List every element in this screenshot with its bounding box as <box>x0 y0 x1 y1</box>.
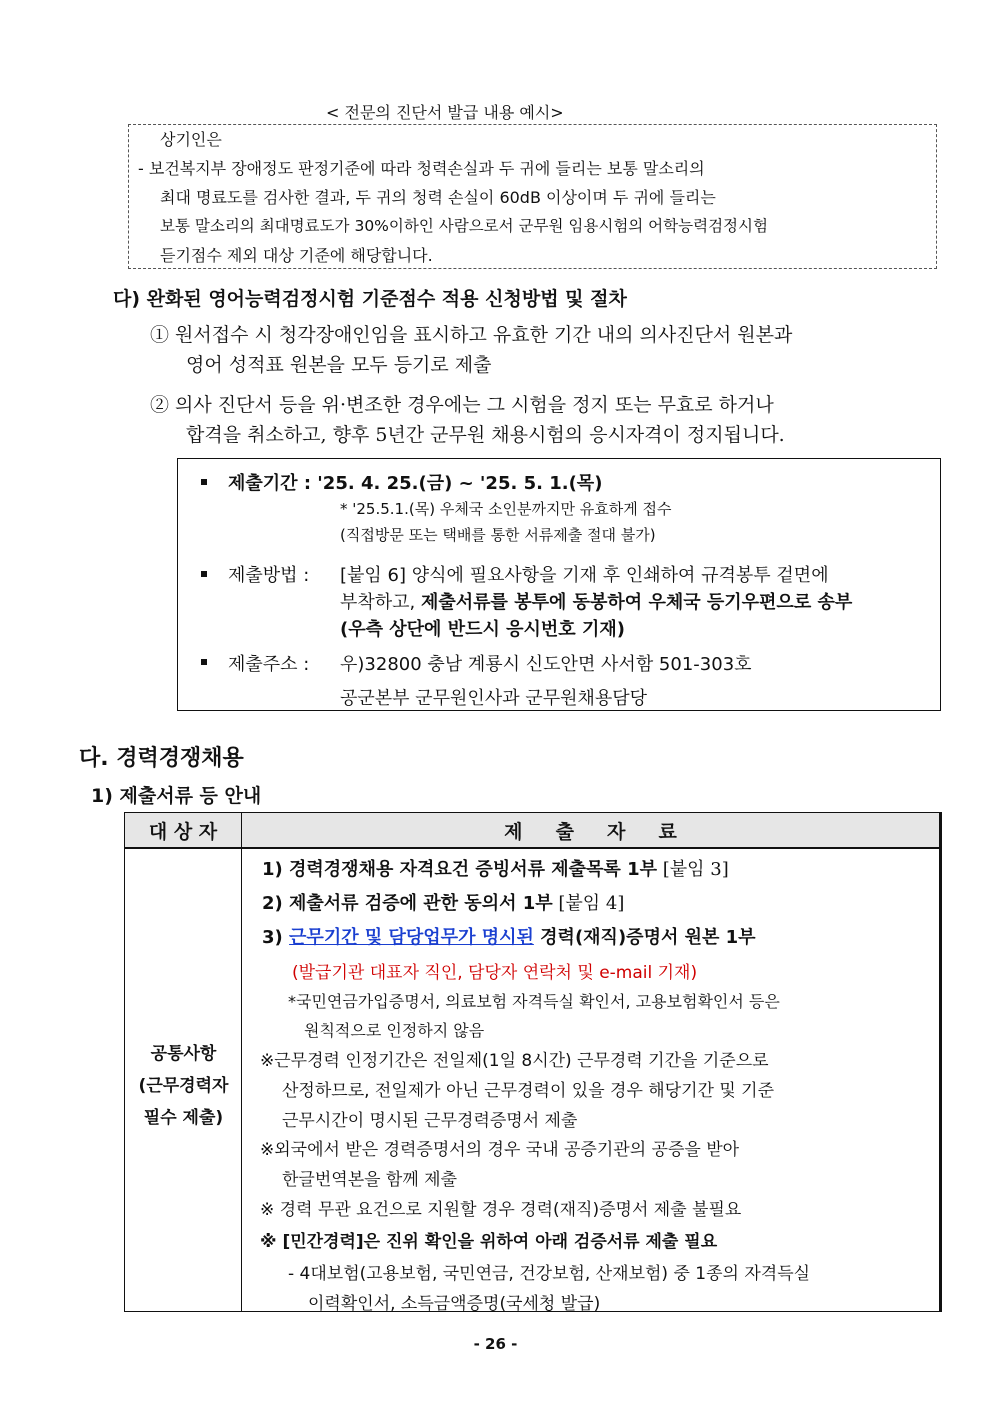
doc-item-3-num: 3) <box>262 927 283 948</box>
period-note: (직접방문 또는 택배를 통한 서류제출 절대 불가) <box>340 526 656 544</box>
submit-address: 공군본부 군무원인사과 군무원채용담당 <box>340 688 648 709</box>
procedure-item-1: ① 원서접수 시 청각장애인임을 표시하고 유효한 기간 내의 의사진단서 원본과 <box>150 324 793 346</box>
page-number: - 26 - <box>473 1335 518 1353</box>
note-line: ※ [민간경력]은 진위 확인을 위하여 아래 검증서류 제출 필요 <box>260 1232 718 1252</box>
header-target <box>125 813 242 849</box>
documents-table <box>124 812 942 1312</box>
submit-method-label: 제출방법 : <box>228 565 310 586</box>
table-row <box>125 848 941 1312</box>
target-line: (근무경력자 <box>138 1076 229 1096</box>
submit-address-label: 제출주소 : <box>228 654 310 675</box>
note-line: 근무시간이 명시된 근무경력증명서 제출 <box>282 1111 578 1131</box>
note-line: 원칙적으로 인정하지 않음 <box>304 1021 485 1040</box>
note-line: ※ 경력 무관 요건으로 지원할 경우 경력(재직)증명서 제출 불필요 <box>260 1200 742 1220</box>
method-text-bold: 제출서류를 봉투에 동봉하여 우체국 등기우편으로 송부 <box>421 592 853 613</box>
doc-item-2 <box>262 889 624 915</box>
bullet <box>201 479 207 485</box>
method-text-plain: 부착하고, <box>340 592 421 613</box>
note-line: *국민연금가입증명서, 의료보험 자격득실 확인서, 고용보험확인서 등은 <box>288 992 780 1011</box>
note-line: 이력확인서, 소득금액증명(국세청 발급) <box>308 1294 601 1314</box>
subsection-title: 1) 제출서류 등 안내 <box>91 785 262 807</box>
doc-item-1-ref: [붙임 3] <box>662 859 729 880</box>
example-line: 최대 명료도를 검사한 결과, 두 귀의 청력 손실이 60dB 이상이며 두 귀에 들리는 <box>160 188 716 207</box>
doc-item-3-note: (발급기관 대표자 직인, 담당자 연락처 및 e-mail 기재) <box>292 963 698 983</box>
target-line: 공통사항 <box>150 1044 217 1064</box>
doc-item-2-ref: [붙임 4] <box>558 893 625 914</box>
submit-method-note: (우측 상단에 반드시 응시번호 기재) <box>340 619 625 640</box>
example-caption: < 전문의 진단서 발급 내용 예시> <box>326 103 564 122</box>
doc-item-3-highlight: 근무기간 및 담당업무가 명시된 <box>289 927 534 948</box>
example-line: 보통 말소리의 최대명료도가 30%이하인 사람으로서 군무원 임용시험의 어학능력검정시험 <box>160 217 768 235</box>
section-title: 다. 경력경쟁채용 <box>79 746 244 771</box>
submit-address: 우)32800 충남 계룡시 신도안면 사서함 501-303호 <box>340 654 752 675</box>
period-note: * '25.5.1.(목) 우체국 소인분까지만 유효하게 접수 <box>340 500 672 518</box>
note-line: 한글번역본을 함께 제출 <box>282 1170 458 1190</box>
doc-item-2-title: 2) 제출서류 검증에 관한 동의서 1부 <box>262 893 553 914</box>
procedure-item-2-cont: 합격을 취소하고, 향후 5년간 군무원 채용시험의 응시자격이 정지됩니다. <box>186 424 785 446</box>
note-line: 산정하므로, 전일제가 아닌 근무경력이 있을 경우 해당기간 및 기준 <box>282 1081 775 1101</box>
procedure-item-2: ② 의사 진단서 등을 위·변조한 경우에는 그 시험을 정지 또는 무효로 하거나 <box>150 394 774 416</box>
submit-method-text <box>340 588 852 614</box>
target-line: 필수 제출) <box>143 1108 224 1128</box>
docs-cell <box>242 848 941 1312</box>
submit-period: 제출기간 : '25. 4. 25.(금) ~ '25. 5. 1.(목) <box>228 473 603 494</box>
header-docs-label: 제 출 자 료 <box>504 820 677 843</box>
note-line: ※외국에서 받은 경력증명서의 경우 국내 공증기관의 공증을 받아 <box>260 1140 740 1160</box>
table-header-row <box>125 813 941 849</box>
doc-item-1 <box>262 855 729 881</box>
header-docs <box>242 813 941 849</box>
example-line: - 보건복지부 장애정도 판정기준에 따라 청력손실과 두 귀에 들리는 보통 말소리의 <box>138 159 705 178</box>
bullet <box>201 659 207 665</box>
header-target-label: 대 상 자 <box>148 820 218 843</box>
example-line: 듣기점수 제외 대상 기준에 해당합니다. <box>160 246 433 265</box>
note-line: - 4대보험(고용보험, 국민연금, 건강보험, 산재보험) 중 1종의 자격득실 <box>288 1264 811 1284</box>
target-cell <box>125 848 242 1312</box>
doc-item-1-title: 1) 경력경쟁채용 자격요건 증빙서류 제출목록 1부 <box>262 859 657 880</box>
submit-method-text: [붙임 6] 양식에 필요사항을 기재 후 인쇄하여 규격봉투 겉면에 <box>340 565 829 586</box>
procedure-item-1-cont: 영어 성적표 원본을 모두 등기로 제출 <box>186 354 492 376</box>
example-line: 상기인은 <box>160 130 222 149</box>
note-line: ※근무경력 인정기간은 전일제(1일 8시간) 근무경력 기간을 기준으로 <box>260 1051 769 1071</box>
doc-item-3 <box>262 923 756 949</box>
bullet <box>201 571 207 577</box>
doc-item-3-title: 경력(재직)증명서 원본 1부 <box>540 927 756 948</box>
section-heading: 다) 완화된 영어능력검정시험 기준점수 적용 신청방법 및 절차 <box>113 288 627 310</box>
